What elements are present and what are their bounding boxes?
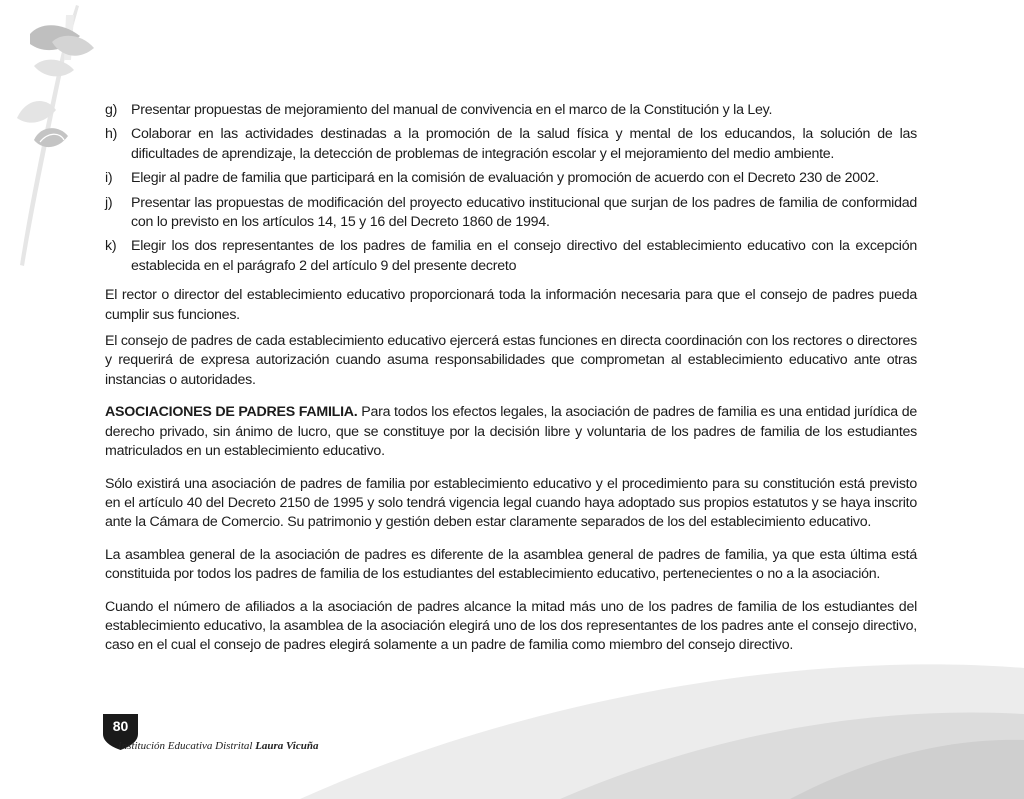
list-item-text: Elegir los dos representantes de los padres de familia en el consejo directivo del establecimiento educativo con la excepción establecida en el parágrafo 2 del artículo 9 del presente decreto xyxy=(131,238,917,274)
paragraph-afiliados: Cuando el número de afiliados a la asociación de padres alcance la mitad más uno de los padres de familia de los estudiantes del establecimiento educativo, la asamblea de la asociación elegirá uno de los dos representantes de los padres ante el consejo directivo, caso en el cual el consejo de padres elegirá solamente a un padre de familia como miembro del consejo directivo. xyxy=(105,598,917,654)
institution-prefix: Institución Educativa Distrital xyxy=(118,740,253,752)
list-marker: j) xyxy=(105,194,113,211)
list-item xyxy=(105,125,917,164)
paragraph-rector: El rector o director del establecimiento educativo proporcionará toda la información necesaria para que el consejo de padres pueda cumplir sus funciones. xyxy=(105,287,917,323)
paragraph-asociaciones xyxy=(105,403,917,461)
list-item-text: Elegir al padre de familia que participará en la comisión de evaluación y promoción de acuerdo con el Decreto 230 de 2002. xyxy=(131,170,879,187)
paragraph-asamblea: La asamblea general de la asociación de padres es diferente de la asamblea general de padres de familia, ya que esta última está constituida por todos los padres de familia de los estudiantes del establecimiento educativo, pertenecientes o no a la asociación. xyxy=(105,546,917,583)
paragraph-asociaciones-body: Para todos los efectos legales, la asociación de padres de familia es una entidad jurídica de derecho privado, sin ánimo de lucro, que se constituye por la decisión libre y voluntaria de los padres de familia de los estudiantes matriculados en un establecimiento educativo. xyxy=(105,404,917,460)
paragraph-consejo-funciones: El consejo de padres de cada establecimiento educativo ejercerá estas funciones en directa coordinación con los rectores o directores y requerirá de expresa autorización cuando asuma responsabilidades que comprometan al establecimiento educativo ante otras instancias o autoridades. xyxy=(105,333,917,388)
list-item-text: Presentar propuestas de mejoramiento del manual de convivencia en el marco de la Constitución y la Ley. xyxy=(131,102,773,118)
list-marker: i) xyxy=(105,170,113,187)
list-marker: h) xyxy=(105,126,118,143)
section-heading: ASOCIACIONES DE PADRES FAMILIA. xyxy=(105,404,358,421)
list-item xyxy=(105,169,917,188)
page-number: 80 xyxy=(112,718,129,734)
institution-title: Laura Vicuña xyxy=(255,740,319,752)
institution-name xyxy=(118,740,318,752)
list-item xyxy=(105,101,917,120)
list-item-text: Presentar las propuestas de modificación del proyecto educativo institucional que surjan de los padres de familia de conformidad con lo previsto en los artículos 14, 15 y 16 del Decreto 1860 de 1994. xyxy=(131,194,917,231)
list-marker: k) xyxy=(105,238,117,255)
list-marker: g) xyxy=(105,102,118,118)
list-item xyxy=(105,194,917,233)
paragraph-constitucion: Sólo existirá una asociación de padres de familia por establecimiento educativo y el procedimiento para su constitución está previsto en el artículo 40 del Decreto 2150 de 1995 y solo tendrá vigencia legal cuando haya adoptado sus propios estatutos y se haya inscrito ante la Cámara de Comercio. Su patrimonio y gestión deben estar claramente separados de los del establecimiento educativo. xyxy=(105,475,917,531)
list-item-text: Colaborar en las actividades destinadas a la promoción de la salud física y mental de los educandos, la solución de las dificultades de aprendizaje, la detección de problemas de integración escolar y el mejoramiento del medio ambiente. xyxy=(131,126,917,162)
list-item xyxy=(105,237,917,276)
page-content xyxy=(105,101,917,663)
